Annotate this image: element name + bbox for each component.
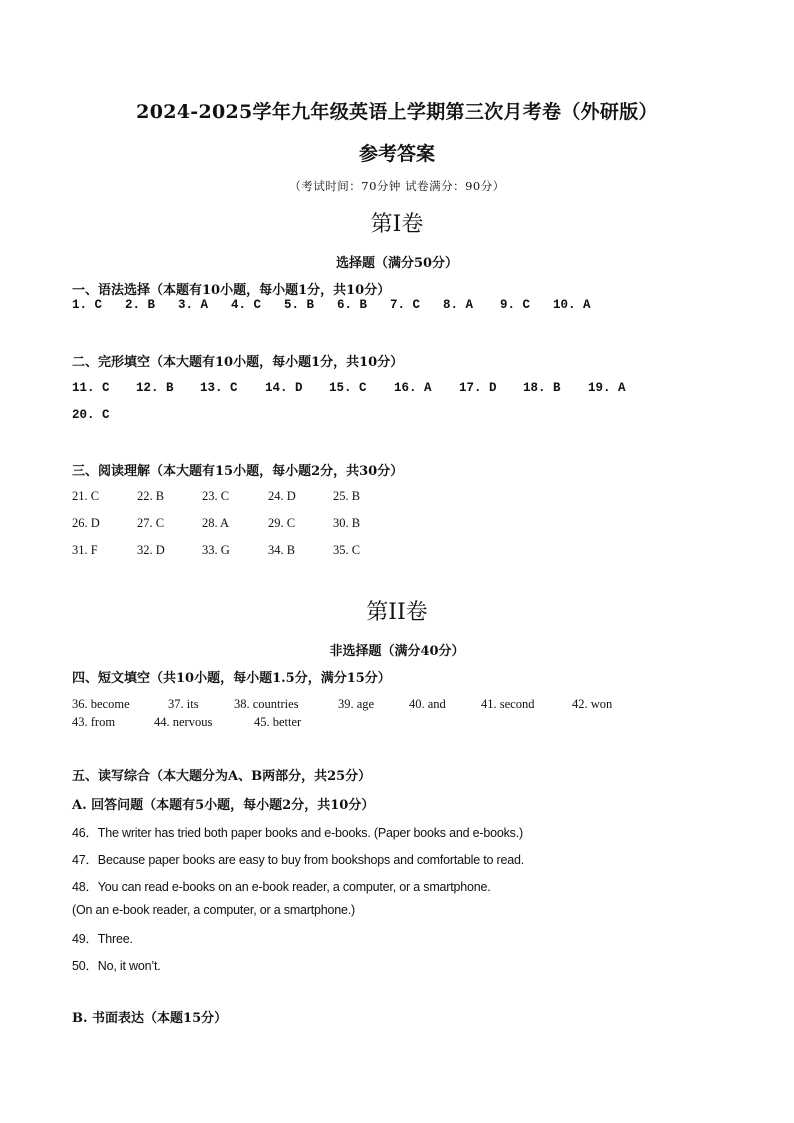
answer-item: 21. C <box>72 489 100 503</box>
answer-item: 16. A <box>394 381 432 395</box>
answer-item: 2. B <box>125 298 156 312</box>
answer-item: 15. C <box>329 381 367 395</box>
answer-item: 18. B <box>523 381 561 395</box>
answer-item: 11. C <box>72 381 110 395</box>
answer-item: 45. better <box>254 715 302 729</box>
answer-item: 3. A <box>178 298 209 312</box>
qa-answer-47: 47．Because paper books are easy to buy from bookshops and comfortable to read. <box>72 853 525 867</box>
answer-item: 42. won <box>572 697 613 711</box>
section-grammar-heading: 一、语法选择（本题有10小题，每小题1分，共10分） <box>72 283 391 298</box>
answer-item: 24. D <box>268 489 296 503</box>
part-b-heading: B. 书面表达（本题15分） <box>72 1011 228 1026</box>
answer-item: 19. A <box>588 381 626 395</box>
answer-item: 41. second <box>481 697 535 711</box>
answer-item: 5. B <box>284 298 315 312</box>
volume-one-title: 第Ⅰ卷 <box>370 212 424 237</box>
answer-item: 44. nervous <box>154 715 213 729</box>
answer-item: 4. C <box>231 298 262 312</box>
answer-item: 36. become <box>72 697 130 711</box>
answer-item: 33. G <box>202 543 230 557</box>
answer-item: 9. C <box>500 298 531 312</box>
document-title: 2024-2025学年九年级英语上学期第三次月考卷（外研版） <box>136 101 658 123</box>
answer-item: 13. C <box>200 381 238 395</box>
answer-item: 27. C <box>137 516 165 530</box>
answer-item: 43. from <box>72 715 116 729</box>
answer-item: 8. A <box>443 298 474 312</box>
part-one-heading: 选择题（满分50分） <box>335 256 459 271</box>
section-reading-writing-heading: 五、读写综合（本大题分为A、B两部分，共25分） <box>72 769 372 784</box>
answer-item: 22. B <box>137 489 165 503</box>
exam-info: （考试时间：70分钟 试卷满分：90分） <box>289 179 505 193</box>
answer-item: 29. C <box>268 516 296 530</box>
part-a-heading: A. 回答问题（本题有5小题，每小题2分，共10分） <box>72 798 375 813</box>
section-reading-heading: 三、阅读理解（本大题有15小题，每小题2分，共30分） <box>72 464 404 479</box>
answer-item: 17. D <box>459 381 497 395</box>
answer-item: 28. A <box>202 516 230 530</box>
answer-item: 7. C <box>390 298 421 312</box>
section-cloze-heading: 二、完形填空（本大题有10小题，每小题1分，共10分） <box>72 355 404 370</box>
answer-item: 25. B <box>333 489 361 503</box>
answer-item: 34. B <box>268 543 296 557</box>
answer-item: 12. B <box>136 381 174 395</box>
answer-item: 1. C <box>72 298 103 312</box>
volume-two-title: 第II卷 <box>366 600 428 625</box>
qa-answer-50: 50．No, it won’t. <box>72 959 161 973</box>
answer-item: 10. A <box>553 298 591 312</box>
answer-item: 31. F <box>72 543 98 557</box>
answer-item: 35. C <box>333 543 361 557</box>
section-fill-heading: 四、短文填空（共10小题，每小题1.5分，满分15分） <box>72 671 391 686</box>
answer-item: 38. countries <box>234 697 299 711</box>
answer-item: 20. C <box>72 408 110 422</box>
answer-item: 37. its <box>168 697 199 711</box>
qa-answer-48-alt: (On an e-book reader, a computer, or a smartphone.) <box>72 903 356 917</box>
answer-item: 14. D <box>265 381 303 395</box>
document-subtitle: 参考答案 <box>358 143 435 165</box>
qa-answer-48: 48．You can read e-books on an e-book reader, a computer, or a smartphone. <box>72 880 491 894</box>
answer-item: 40. and <box>409 697 446 711</box>
answer-item: 32. D <box>137 543 165 557</box>
answer-item: 39. age <box>338 697 375 711</box>
part-two-heading: 非选择题（满分40分） <box>329 644 465 659</box>
answer-item: 26. D <box>72 516 100 530</box>
answer-item: 30. B <box>333 516 361 530</box>
qa-answer-46: 46．The writer has tried both paper books and e-books. (Paper books and e-books.) <box>72 826 523 840</box>
answer-item: 6. B <box>337 298 368 312</box>
qa-answer-49: 49．Three. <box>72 932 133 946</box>
answer-item: 23. C <box>202 489 230 503</box>
